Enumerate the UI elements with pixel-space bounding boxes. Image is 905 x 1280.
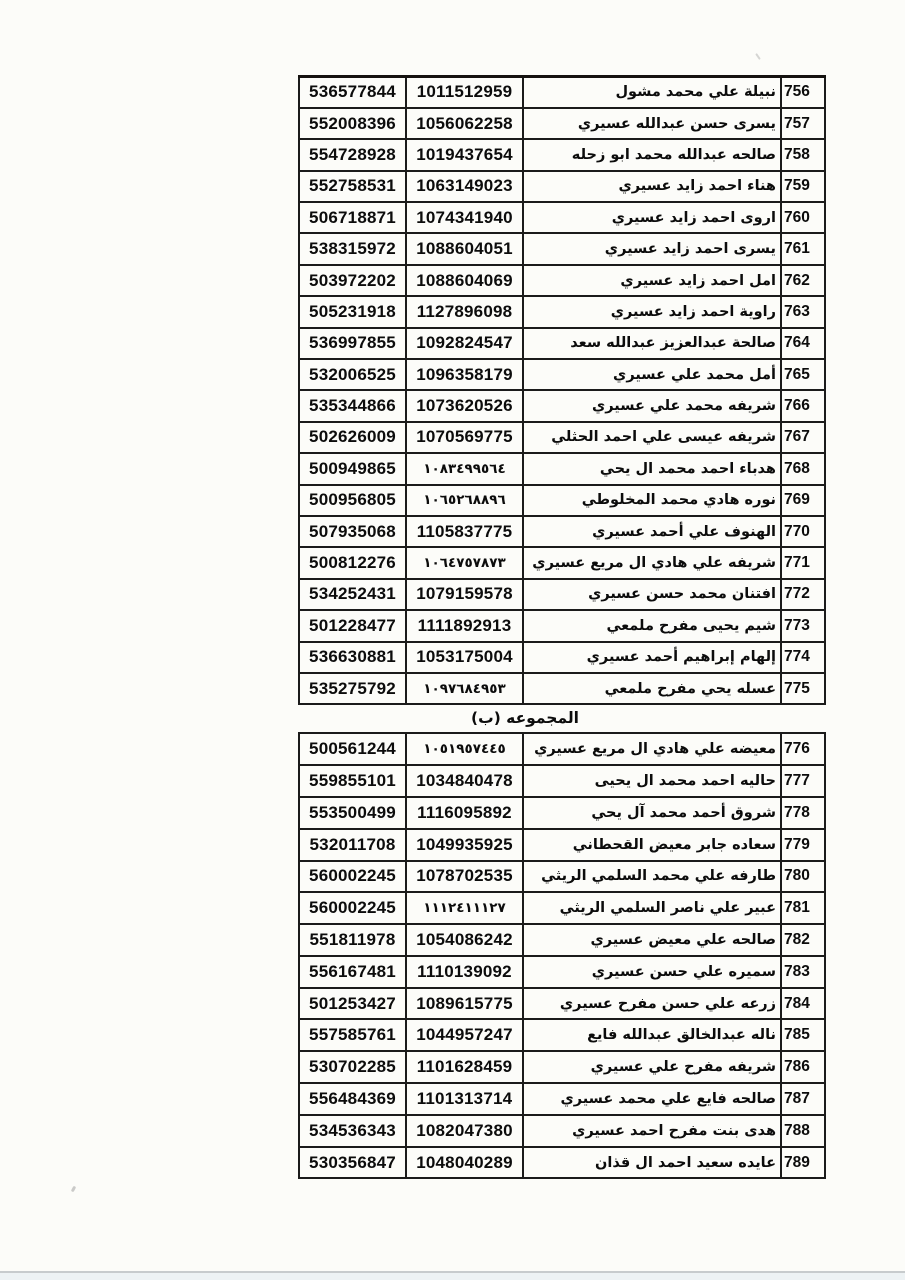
name-cell: يسرى احمد زايد عسيري	[523, 233, 781, 264]
rowno-cell: 766	[781, 390, 825, 421]
phone-cell: 500956805	[299, 485, 406, 516]
rowno-cell: 786	[781, 1051, 825, 1083]
phone-cell: 536577844	[299, 77, 406, 108]
name-cell: راوية احمد زايد عسيري	[523, 296, 781, 327]
table-row	[299, 988, 825, 1020]
rowno-cell: 772	[781, 579, 825, 610]
phone-cell: 553500499	[299, 797, 406, 829]
name-cell: شيم يحيى مفرح ملمعي	[523, 610, 781, 641]
table-row	[299, 1051, 825, 1083]
rowno-cell: 762	[781, 265, 825, 296]
phone-cell: 552008396	[299, 108, 406, 139]
rowno-cell: 782	[781, 924, 825, 956]
id-cell: 1089615775	[406, 988, 523, 1020]
scan-speck	[71, 1186, 76, 1193]
name-cell: عسله يحي مفرح ملمعي	[523, 673, 781, 704]
rowno-cell: 780	[781, 861, 825, 893]
id-cell: 1101628459	[406, 1051, 523, 1083]
phone-cell: 532011708	[299, 829, 406, 861]
phone-cell: 552758531	[299, 171, 406, 202]
name-cell: زرعه علي حسن مفرح عسيري	[523, 988, 781, 1020]
phone-cell: 535275792	[299, 673, 406, 704]
name-cell: نبيلة علي محمد مشول	[523, 77, 781, 108]
table-row	[299, 233, 825, 264]
rowno-cell: 789	[781, 1147, 825, 1179]
id-cell: ١٠٥١٩٥٧٤٤٥	[406, 733, 523, 765]
id-cell: 1105837775	[406, 516, 523, 547]
rowno-cell: 774	[781, 642, 825, 673]
name-cell: أمل محمد علي عسيري	[523, 359, 781, 390]
name-cell: يسرى حسن عبدالله عسيري	[523, 108, 781, 139]
phone-cell: 560002245	[299, 892, 406, 924]
table-row	[299, 797, 825, 829]
phone-cell: 501253427	[299, 988, 406, 1020]
id-cell: ١٠٦٤٧٥٧٨٧٣	[406, 547, 523, 578]
id-cell: 1056062258	[406, 108, 523, 139]
phone-cell: 559855101	[299, 765, 406, 797]
id-cell: 1034840478	[406, 765, 523, 797]
id-cell: 1127896098	[406, 296, 523, 327]
group-b-table	[298, 732, 826, 1179]
rowno-cell: 756	[781, 77, 825, 108]
rowno-cell: 788	[781, 1115, 825, 1147]
phone-cell: 532006525	[299, 359, 406, 390]
id-cell: 1070569775	[406, 422, 523, 453]
group-a-table	[298, 75, 826, 705]
rowno-cell: 778	[781, 797, 825, 829]
name-cell: شريفه عيسى علي احمد الحثلي	[523, 422, 781, 453]
name-cell: حاليه احمد محمد ال يحيى	[523, 765, 781, 797]
table-row	[299, 265, 825, 296]
phone-cell: 557585761	[299, 1019, 406, 1051]
id-cell: ١٠٦٥٢٦٨٨٩٦	[406, 485, 523, 516]
table-row	[299, 77, 825, 108]
rowno-cell: 765	[781, 359, 825, 390]
table-row	[299, 892, 825, 924]
table-row	[299, 956, 825, 988]
rowno-cell: 767	[781, 422, 825, 453]
id-cell: 1116095892	[406, 797, 523, 829]
id-cell: 1044957247	[406, 1019, 523, 1051]
name-cell: ناله عبدالخالق عبدالله فايع	[523, 1019, 781, 1051]
name-cell: سميره علي حسن عسيري	[523, 956, 781, 988]
phone-cell: 506718871	[299, 202, 406, 233]
rowno-cell: 787	[781, 1083, 825, 1115]
table-row	[299, 516, 825, 547]
rowno-cell: 781	[781, 892, 825, 924]
id-cell: ١١١٢٤١١١٢٧	[406, 892, 523, 924]
id-cell: 1054086242	[406, 924, 523, 956]
name-cell: صالحه فايع علي محمد عسيري	[523, 1083, 781, 1115]
id-cell: 1079159578	[406, 579, 523, 610]
rowno-cell: 775	[781, 673, 825, 704]
name-cell: امل احمد زايد عسيري	[523, 265, 781, 296]
name-cell: صالحه عبدالله محمد ابو زحله	[523, 139, 781, 170]
table-row	[299, 202, 825, 233]
name-cell: سعاده جابر معيض القحطاني	[523, 829, 781, 861]
name-cell: هدباء احمد محمد ال يحي	[523, 453, 781, 484]
phone-cell: 556484369	[299, 1083, 406, 1115]
phone-cell: 536997855	[299, 328, 406, 359]
rowno-cell: 779	[781, 829, 825, 861]
table-row	[299, 579, 825, 610]
rowno-cell: 768	[781, 453, 825, 484]
table-row	[299, 328, 825, 359]
rowno-cell: 783	[781, 956, 825, 988]
rowno-cell: 784	[781, 988, 825, 1020]
phone-cell: 560002245	[299, 861, 406, 893]
scan-speck	[755, 53, 761, 60]
id-cell: 1101313714	[406, 1083, 523, 1115]
rowno-cell: 761	[781, 233, 825, 264]
id-cell: 1074341940	[406, 202, 523, 233]
name-cell: إلهام إبراهيم أحمد عسيري	[523, 642, 781, 673]
rowno-cell: 757	[781, 108, 825, 139]
phone-cell: 500812276	[299, 547, 406, 578]
name-cell: هناء احمد زايد عسيري	[523, 171, 781, 202]
id-cell: 1092824547	[406, 328, 523, 359]
table-row	[299, 642, 825, 673]
phone-cell: 501228477	[299, 610, 406, 641]
id-cell: 1063149023	[406, 171, 523, 202]
name-cell: عايده سعيد احمد ال قذان	[523, 1147, 781, 1179]
name-cell: معيضه علي هادي ال مريع عسيري	[523, 733, 781, 765]
id-cell: 1078702535	[406, 861, 523, 893]
table-row	[299, 547, 825, 578]
phone-cell: 536630881	[299, 642, 406, 673]
table-row	[299, 296, 825, 327]
table-row	[299, 1083, 825, 1115]
name-cell: الهنوف علي أحمد عسيري	[523, 516, 781, 547]
table-row	[299, 171, 825, 202]
phone-cell: 534536343	[299, 1115, 406, 1147]
rowno-cell: 760	[781, 202, 825, 233]
name-cell: هدى بنت مفرح احمد عسيري	[523, 1115, 781, 1147]
id-cell: ١٠٩٧٦٨٤٩٥٣	[406, 673, 523, 704]
rowno-cell: 771	[781, 547, 825, 578]
table-row	[299, 924, 825, 956]
name-cell: شروق أحمد محمد آل يحي	[523, 797, 781, 829]
name-cell: صالحه علي معيض عسيري	[523, 924, 781, 956]
table-row	[299, 1115, 825, 1147]
rowno-cell: 764	[781, 328, 825, 359]
phone-cell: 500561244	[299, 733, 406, 765]
name-cell: عبير علي ناصر السلمي الريثي	[523, 892, 781, 924]
rowno-cell: 773	[781, 610, 825, 641]
table-row	[299, 733, 825, 765]
phone-cell: 502626009	[299, 422, 406, 453]
id-cell: 1053175004	[406, 642, 523, 673]
name-cell: شريفه علي هادي ال مريع عسيري	[523, 547, 781, 578]
rowno-cell: 769	[781, 485, 825, 516]
rowno-cell: 759	[781, 171, 825, 202]
phone-cell: 534252431	[299, 579, 406, 610]
table-row	[299, 453, 825, 484]
table-row	[299, 422, 825, 453]
name-cell: شريفه مفرح علي عسيري	[523, 1051, 781, 1083]
phone-cell: 507935068	[299, 516, 406, 547]
name-cell: نوره هادي محمد المخلوطي	[523, 485, 781, 516]
id-cell: 1019437654	[406, 139, 523, 170]
rowno-cell: 758	[781, 139, 825, 170]
table-row	[299, 108, 825, 139]
phone-cell: 505231918	[299, 296, 406, 327]
id-cell: 1088604051	[406, 233, 523, 264]
id-cell: 1073620526	[406, 390, 523, 421]
phone-cell: 554728928	[299, 139, 406, 170]
id-cell: 1049935925	[406, 829, 523, 861]
id-cell: ١٠٨٣٤٩٩٥٦٤	[406, 453, 523, 484]
phone-cell: 556167481	[299, 956, 406, 988]
name-cell: طارفه علي محمد السلمي الريثي	[523, 861, 781, 893]
rowno-cell: 785	[781, 1019, 825, 1051]
scan-edge-band	[0, 1273, 905, 1280]
table-row	[299, 829, 825, 861]
phone-cell: 551811978	[299, 924, 406, 956]
id-cell: 1088604069	[406, 265, 523, 296]
phone-cell: 503972202	[299, 265, 406, 296]
id-cell: 1096358179	[406, 359, 523, 390]
rowno-cell: 770	[781, 516, 825, 547]
id-cell: 1082047380	[406, 1115, 523, 1147]
phone-cell: 535344866	[299, 390, 406, 421]
rowno-cell: 776	[781, 733, 825, 765]
phone-cell: 530702285	[299, 1051, 406, 1083]
table-row	[299, 359, 825, 390]
table-row	[299, 861, 825, 893]
name-cell: صالحة عبدالعزيز عبدالله سعد	[523, 328, 781, 359]
id-cell: 1048040289	[406, 1147, 523, 1179]
id-cell: 1110139092	[406, 956, 523, 988]
name-cell: افتنان محمد حسن عسيري	[523, 579, 781, 610]
table-row	[299, 1019, 825, 1051]
name-cell: شريفه محمد علي عسيري	[523, 390, 781, 421]
rowno-cell: 763	[781, 296, 825, 327]
table-row	[299, 610, 825, 641]
phone-cell: 500949865	[299, 453, 406, 484]
phone-cell: 538315972	[299, 233, 406, 264]
table-row	[299, 139, 825, 170]
id-cell: 1011512959	[406, 77, 523, 108]
group-b-header: المجموعه (ب)	[471, 709, 579, 728]
table-row	[299, 673, 825, 704]
name-cell: اروى احمد زايد عسيري	[523, 202, 781, 233]
phone-cell: 530356847	[299, 1147, 406, 1179]
table-row	[299, 485, 825, 516]
id-cell: 1111892913	[406, 610, 523, 641]
roster-table-area	[298, 75, 824, 1179]
table-row	[299, 765, 825, 797]
table-row	[299, 1147, 825, 1179]
rowno-cell: 777	[781, 765, 825, 797]
table-row	[299, 390, 825, 421]
